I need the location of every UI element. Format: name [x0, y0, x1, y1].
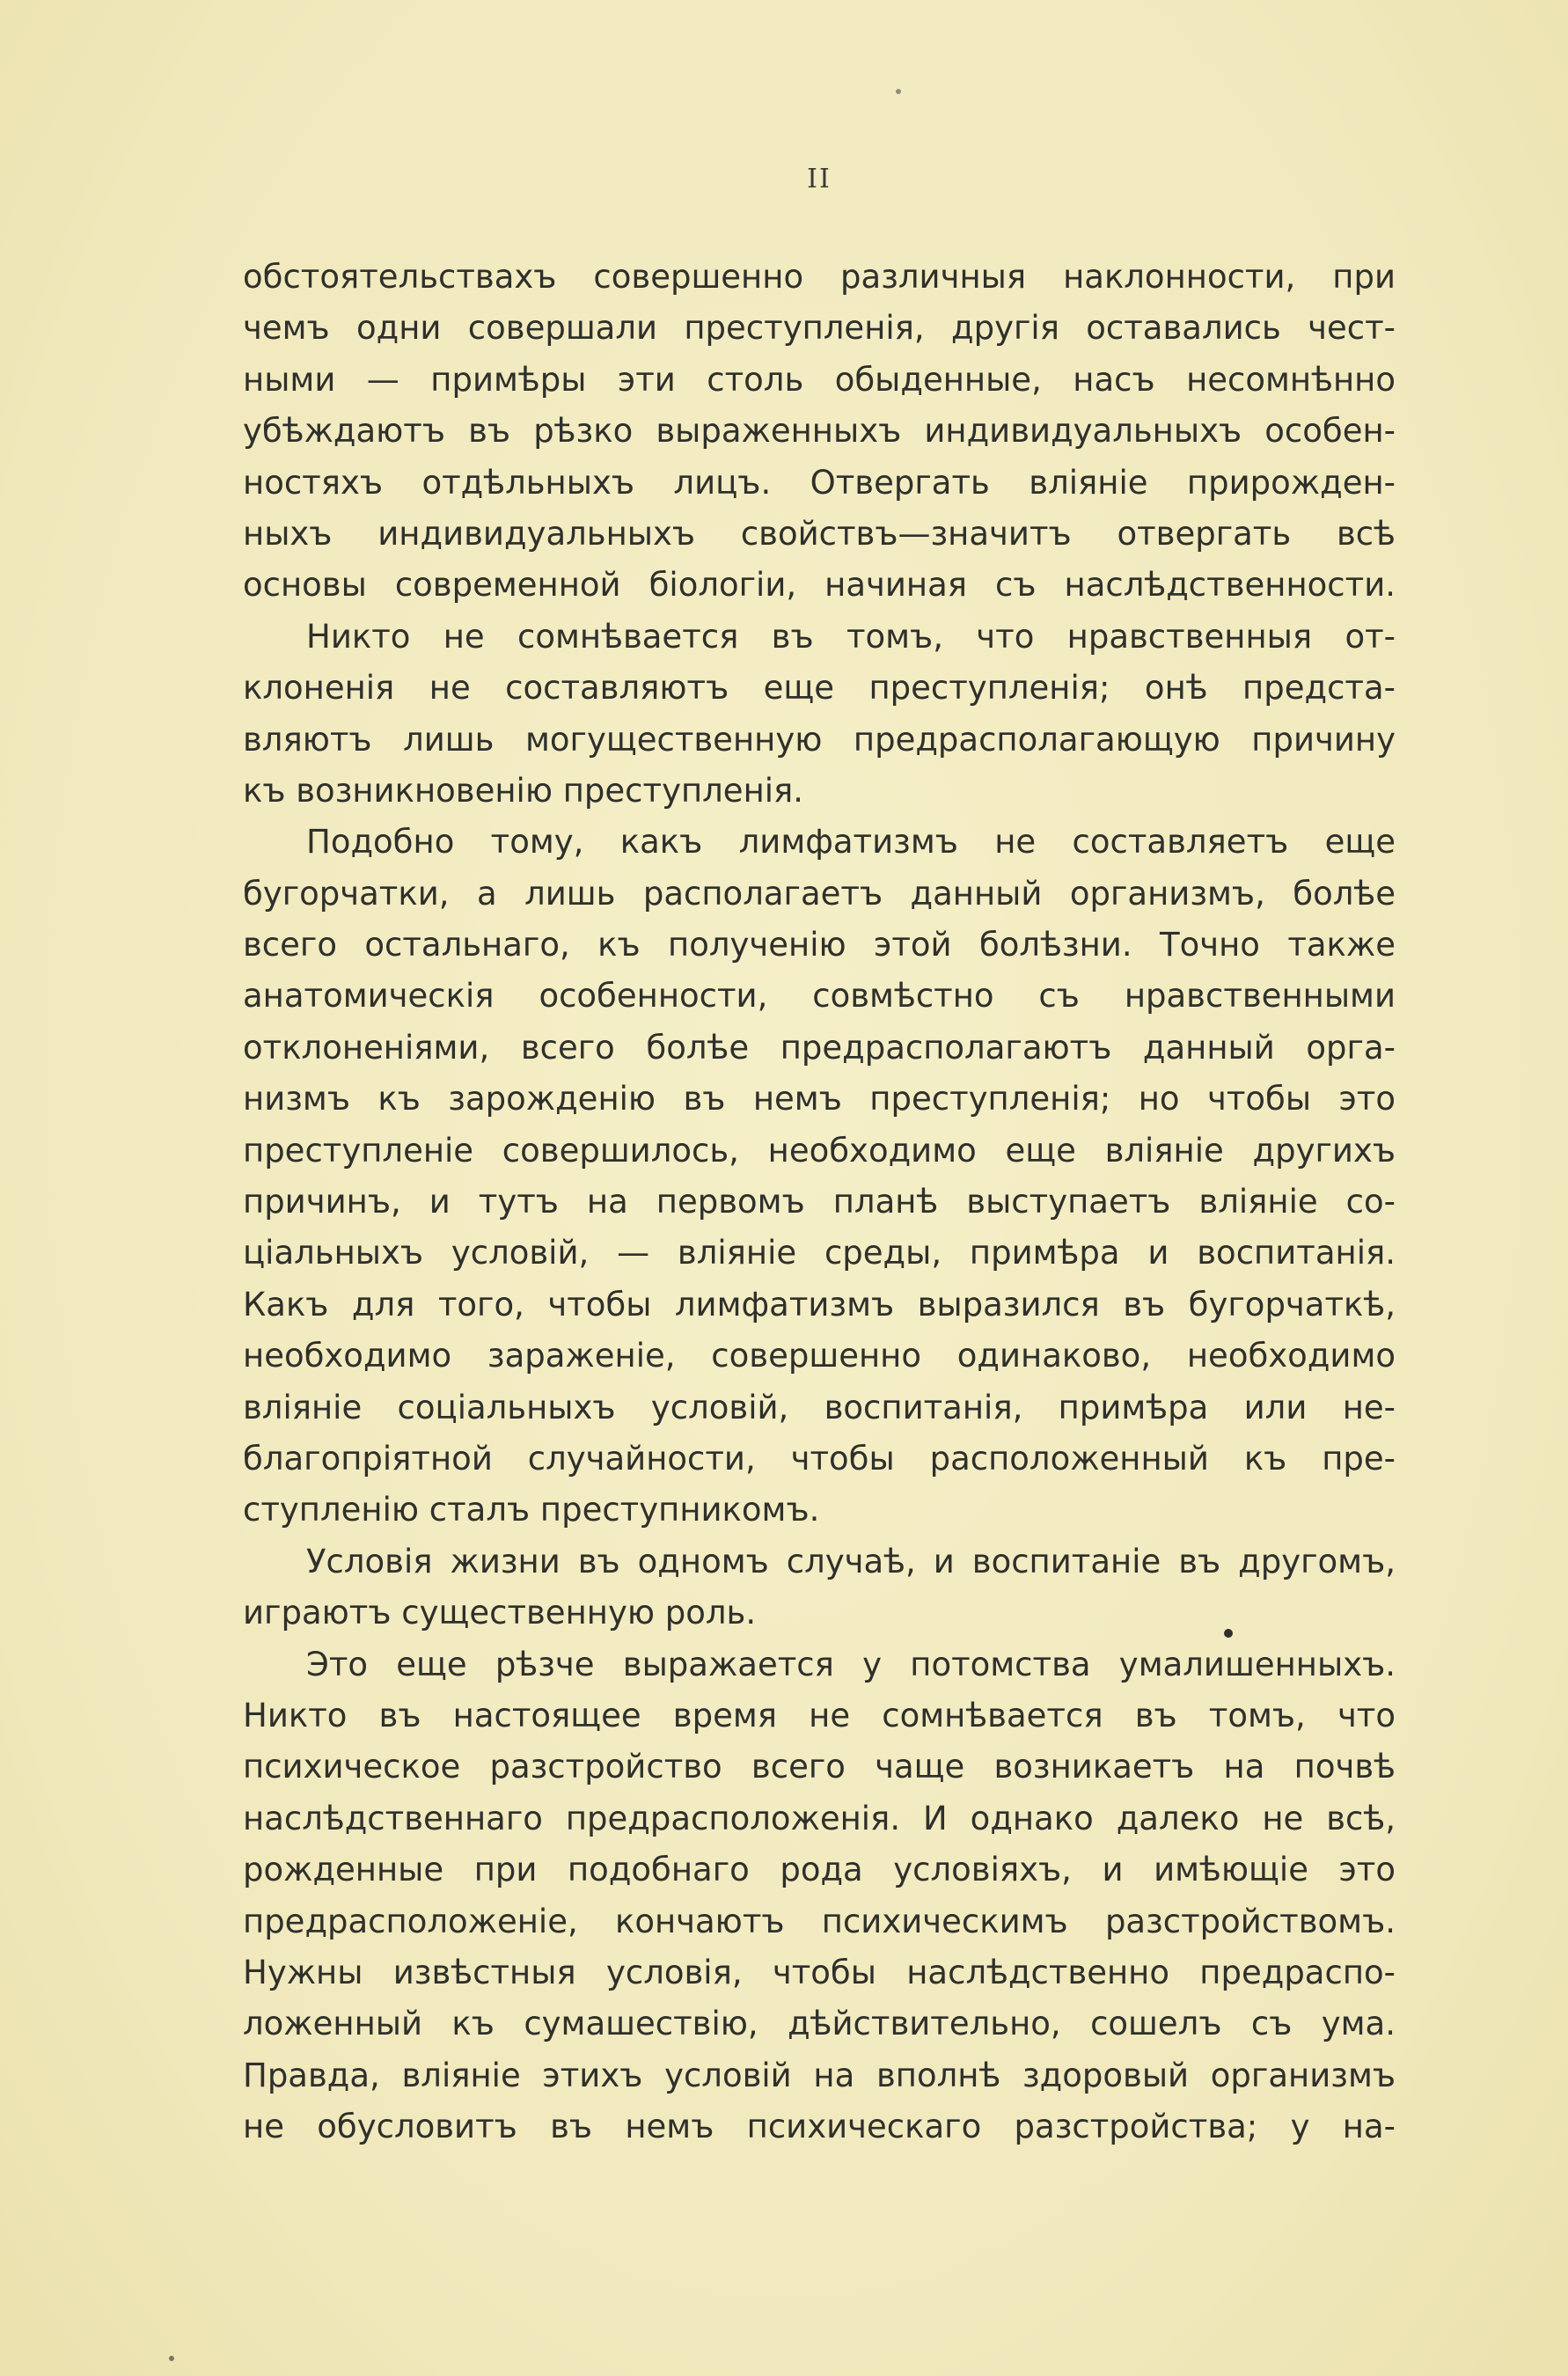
text-line: къ возникновенію преступленія. — [243, 771, 804, 810]
text-line: ныхъ индивидуальныхъ свойствъ—значитъ отвергать всѣ — [243, 514, 1396, 553]
text-line: вляютъ лишь могущественную предрасполагающую причину — [243, 720, 1396, 759]
text-line: Это еще рѣзче выражается у потомства умалишенныхъ. — [306, 1645, 1396, 1683]
text-line: Никто не сомнѣвается въ томъ, что нравственныя от- — [306, 617, 1396, 656]
ink-speck — [169, 2356, 174, 2361]
text-line: убѣждаютъ въ рѣзко выраженныхъ индивидуальныхъ особен- — [243, 412, 1396, 451]
text-line: преступленіе совершилось, необходимо еще вліяніе другихъ — [243, 1131, 1396, 1170]
text-line: Нужны извѣстныя условія, чтобы наслѣдственно предраспо- — [243, 1953, 1396, 1991]
text-line: ностяхъ отдѣльныхъ лицъ. Отвергать вліяніе прирожден- — [243, 463, 1396, 502]
text-line: Подобно тому, какъ лимфатизмъ не составляетъ еще — [306, 823, 1396, 862]
text-line: психическое разстройство всего чаще возникаетъ на почвѣ — [243, 1748, 1396, 1786]
text-line: анатомическія особенности, совмѣстно съ нравственными — [243, 977, 1396, 1016]
text-line: обстоятельствахъ совершенно различныя наклонности, при — [243, 258, 1396, 296]
text-line: ложенный къ сумашествію, дѣйствительно, сошелъ съ ума. — [243, 2005, 1396, 2043]
text-line: всего остальнаго, къ полученію этой болѣзни. Точно также — [243, 926, 1396, 964]
text-line: необходимо зараженіе, совершенно одинаково, необходимо — [243, 1337, 1396, 1375]
text-line: основы современной біологіи, начиная съ наслѣдственности. — [243, 566, 1396, 605]
text-line: отклоненіями, всего болѣе предрасполагаютъ данный орга- — [243, 1028, 1396, 1067]
text-line: Правда, вліяніе этихъ условій на вполнѣ здоровый организмъ — [243, 2056, 1396, 2094]
text-line: Условія жизни въ одномъ случаѣ, и воспитаніе въ другомъ, — [306, 1542, 1396, 1580]
page-number: II — [807, 164, 832, 194]
ink-speck — [1224, 1629, 1233, 1638]
text-line: бугорчатки, а лишь располагаетъ данный организмъ, болѣе — [243, 874, 1396, 913]
text-line: ціальныхъ условій, — вліяніе среды, примѣра и воспитанія. — [243, 1234, 1396, 1272]
text-line: чемъ одни совершали преступленія, другія оставались чест- — [243, 309, 1396, 348]
text-line: клоненія не составляютъ еще преступленія; онѣ предста- — [243, 669, 1396, 708]
ink-speck — [896, 89, 901, 94]
text-line: низмъ къ зарожденію въ немъ преступленія; но чтобы это — [243, 1080, 1396, 1118]
text-line: Никто въ настоящее время не сомнѣвается въ томъ, что — [243, 1696, 1396, 1734]
text-line: ными — примѣры эти столь обыденные, насъ несомнѣнно — [243, 360, 1396, 399]
text-line: ступленію сталъ преступникомъ. — [243, 1491, 820, 1529]
text-line: играютъ существенную роль. — [243, 1594, 757, 1632]
text-line: благопріятной случайности, чтобы расположенный къ пре- — [243, 1439, 1396, 1478]
text-line: вліяніе соціальныхъ условій, воспитанія, примѣра или не- — [243, 1388, 1396, 1426]
text-line: наслѣдственнаго предрасположенія. И однако далеко не всѣ, — [243, 1799, 1396, 1837]
text-line: рожденные при подобнаго рода условіяхъ, и имѣющіе это — [243, 1851, 1396, 1889]
text-line: Какъ для того, чтобы лимфатизмъ выразился въ бугорчаткѣ, — [243, 1285, 1396, 1324]
body-text — [243, 252, 1396, 2152]
text-line: не обусловитъ въ немъ психическаго разстройства; у на- — [243, 2108, 1396, 2146]
text-line: причинъ, и тутъ на первомъ планѣ выступаетъ вліяніе со- — [243, 1183, 1396, 1221]
text-line: предрасположеніе, кончаютъ психическимъ разстройствомъ. — [243, 1902, 1396, 1940]
